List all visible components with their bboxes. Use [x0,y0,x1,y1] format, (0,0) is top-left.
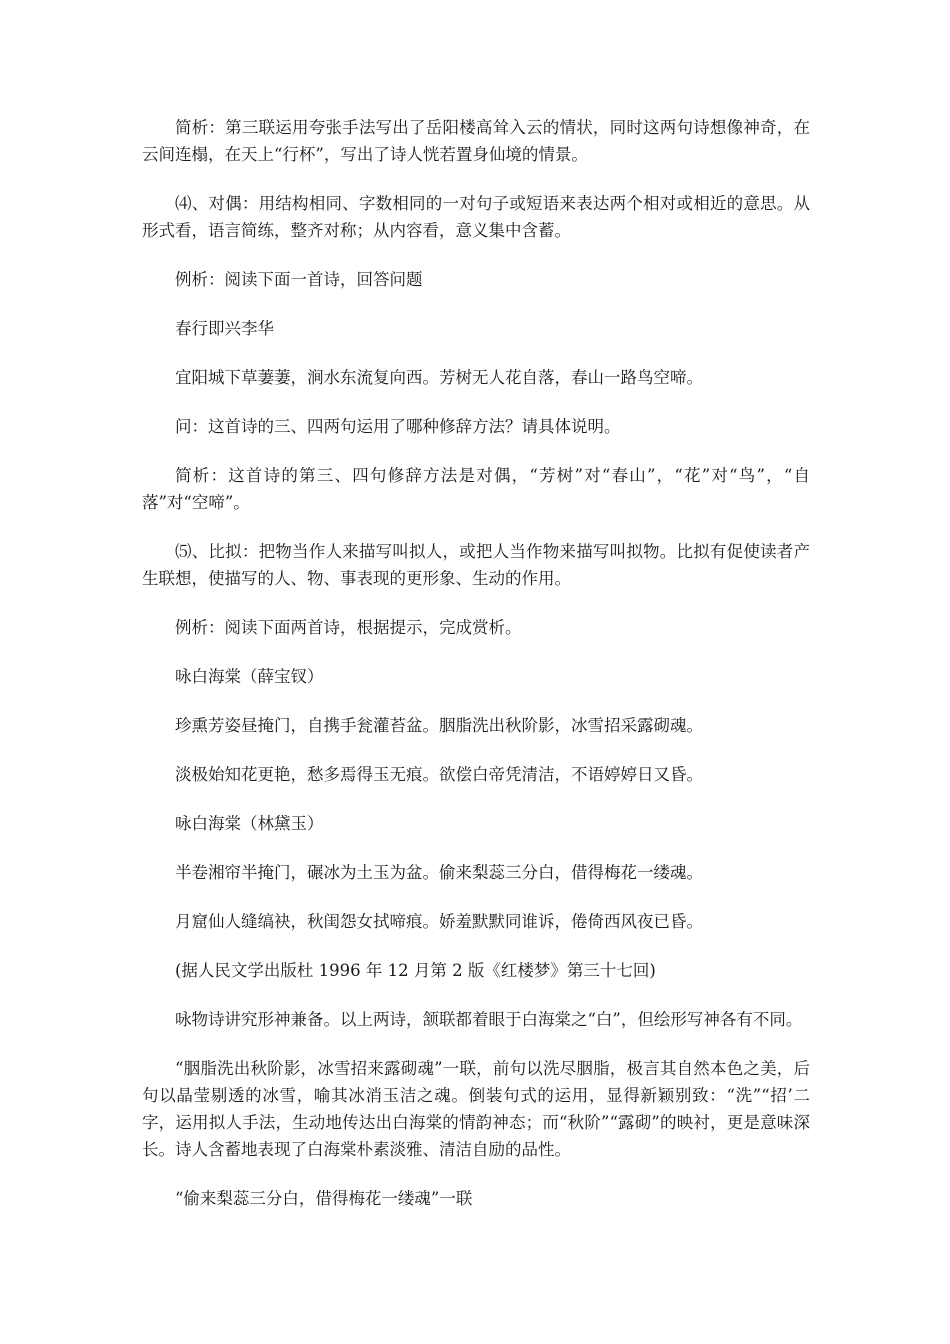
paragraph-analysis-antithesis: 简析：这首诗的第三、四句修辞方法是对偶，“芳树”对“春山”，“花”对“鸟”，“自落”对“空啼”。 [142,466,810,512]
poem-title-xue: 咏白海棠（薛宝钗） [175,667,324,686]
paragraph-personification-definition: ⑸、比拟：把物当作人来描写叫拟人，或把人当作物来描写叫拟物。比拟有促使读者产生联想，使描写的人、物、事表现的更形象、生动的作用。 [142,542,810,588]
paragraph-antithesis-definition: ⑷、对偶：用结构相同、字数相同的一对句子或短语来表达两个相对或相近的意思。从形式看，语言简练，整齐对称；从内容看，意义集中含蓄。 [142,194,810,240]
poem-title-chunxing: 春行即兴李华 [175,319,274,338]
poem-xue-line-1: 珍熏芳姿昼掩门，自携手瓮灌苔盆。胭脂洗出秋阶影，冰雪招采露砌魂。 [175,716,703,735]
poem-lin-line-1: 半卷湘帘半掩门，碾冰为土玉为盆。偷来梨蕊三分白，借得梅花一缕魂。 [175,863,703,882]
paragraph-example-intro-2: 例析：阅读下面两首诗，根据提示，完成赏析。 [175,618,522,637]
paragraph-commentary-intro: 咏物诗讲究形神兼备。以上两诗，颔联都着眼于白海棠之“白”，但绘形写神各有不同。 [175,1010,803,1029]
poem-xue-line-2: 淡极始知花更艳，愁多焉得玉无痕。欲偿白帝凭清洁，不语婷婷日又昏。 [175,765,703,784]
paragraph-commentary-lin: “偷来梨蕊三分白，借得梅花一缕魂”一联 [175,1189,473,1208]
document-body [142,114,810,1234]
paragraph-commentary-xue: “胭脂洗出秋阶影，冰雪招来露砌魂”一联，前句以洗尽胭脂，极言其自然本色之美，后句以晶莹剔透的冰雪，喻其冰消玉洁之魂。倒装句式的运用，显得新颖别致：“洗”“招’二字，运用拟人手法，生动地传达出白海棠的情韵神态；而“秋阶”“露砌”的映衬，更是意味深长。诗人含蓄地表现了白海棠朴素淡雅、清洁自励的品性。 [142,1059,810,1159]
paragraph-example-intro: 例析：阅读下面一首诗，回答问题 [175,270,423,289]
source-citation: (据人民文学出版杜 1996 年 12 月第 2 版《红楼梦》第三十七回) [175,961,656,980]
poem-title-lin: 咏白海棠（林黛玉） [175,814,324,833]
poem-lin-line-2: 月窟仙人缝缟袂，秋闺怨女拭啼痕。娇羞默默同谁诉，倦倚西风夜已昏。 [175,912,703,931]
poem-text-chunxing: 宜阳城下草萋萋，涧水东流复向西。芳树无人花自落，春山一路鸟空啼。 [175,368,703,387]
question-text: 问：这首诗的三、四两句运用了哪种修辞方法？请具体说明。 [175,417,621,436]
paragraph-analysis-hyperbole: 简析：第三联运用夸张手法写出了岳阳楼高耸入云的情状，同时这两句诗想像神奇，在云间连榻，在天上“行杯”，写出了诗人恍若置身仙境的情景。 [142,118,810,164]
